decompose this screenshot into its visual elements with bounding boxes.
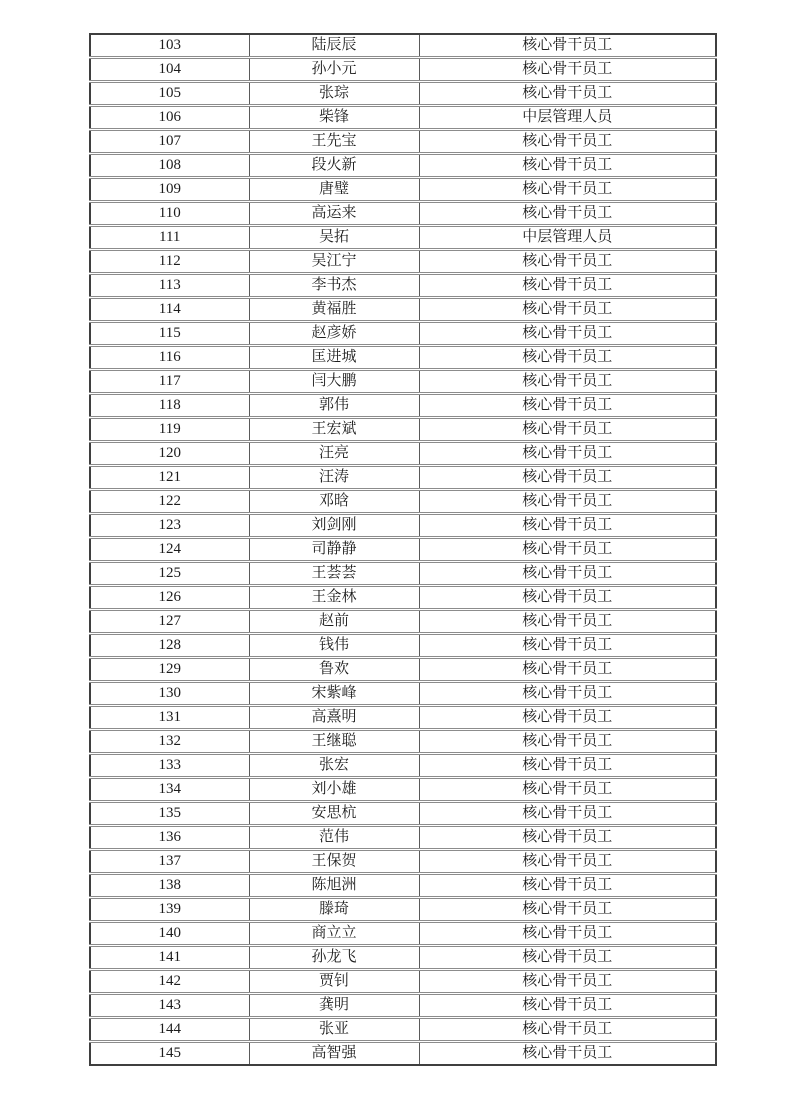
row-number-cell: 129 — [90, 658, 249, 682]
table-row — [90, 874, 716, 898]
name-cell: 司静静 — [249, 538, 419, 562]
table-row — [90, 586, 716, 610]
name-cell: 钱伟 — [249, 634, 419, 658]
name-cell: 柴锋 — [249, 106, 419, 130]
table-row — [90, 178, 716, 202]
category-cell: 核心骨干员工 — [419, 778, 716, 802]
category-cell: 核心骨干员工 — [419, 562, 716, 586]
name-cell: 王宏斌 — [249, 418, 419, 442]
table-row — [90, 514, 716, 538]
row-number-cell: 141 — [90, 946, 249, 970]
table-row — [90, 562, 716, 586]
row-number-cell: 142 — [90, 970, 249, 994]
category-cell: 核心骨干员工 — [419, 994, 716, 1018]
name-cell: 安思杭 — [249, 802, 419, 826]
row-number-cell: 144 — [90, 1018, 249, 1042]
category-cell: 核心骨干员工 — [419, 634, 716, 658]
name-cell: 汪亮 — [249, 442, 419, 466]
row-number-cell: 114 — [90, 298, 249, 322]
table-row — [90, 370, 716, 394]
name-cell: 陈旭洲 — [249, 874, 419, 898]
table-row — [90, 922, 716, 946]
name-cell: 王先宝 — [249, 130, 419, 154]
category-cell: 核心骨干员工 — [419, 154, 716, 178]
row-number-cell: 122 — [90, 490, 249, 514]
table-row — [90, 634, 716, 658]
category-cell: 核心骨干员工 — [419, 370, 716, 394]
table-row — [90, 970, 716, 994]
category-cell: 核心骨干员工 — [419, 394, 716, 418]
table-row — [90, 82, 716, 106]
name-cell: 张宏 — [249, 754, 419, 778]
name-cell: 宋紫峰 — [249, 682, 419, 706]
category-cell: 核心骨干员工 — [419, 706, 716, 730]
category-cell: 核心骨干员工 — [419, 322, 716, 346]
table-row — [90, 994, 716, 1018]
table-row — [90, 442, 716, 466]
category-cell: 核心骨干员工 — [419, 754, 716, 778]
category-cell: 核心骨干员工 — [419, 466, 716, 490]
name-cell: 鲁欢 — [249, 658, 419, 682]
table-row — [90, 34, 716, 58]
name-cell: 匡进城 — [249, 346, 419, 370]
category-cell: 核心骨干员工 — [419, 442, 716, 466]
row-number-cell: 113 — [90, 274, 249, 298]
category-cell: 核心骨干员工 — [419, 682, 716, 706]
name-cell: 王继聪 — [249, 730, 419, 754]
row-number-cell: 104 — [90, 58, 249, 82]
name-cell: 龚明 — [249, 994, 419, 1018]
table-row — [90, 658, 716, 682]
table-row — [90, 610, 716, 634]
table-row — [90, 898, 716, 922]
name-cell: 黄福胜 — [249, 298, 419, 322]
row-number-cell: 111 — [90, 226, 249, 250]
name-cell: 王保贺 — [249, 850, 419, 874]
category-cell: 核心骨干员工 — [419, 850, 716, 874]
category-cell: 核心骨干员工 — [419, 538, 716, 562]
row-number-cell: 136 — [90, 826, 249, 850]
name-cell: 邓晗 — [249, 490, 419, 514]
category-cell: 核心骨干员工 — [419, 178, 716, 202]
category-cell: 核心骨干员工 — [419, 970, 716, 994]
row-number-cell: 121 — [90, 466, 249, 490]
name-cell: 张琮 — [249, 82, 419, 106]
category-cell: 核心骨干员工 — [419, 346, 716, 370]
name-cell: 张亚 — [249, 1018, 419, 1042]
row-number-cell: 135 — [90, 802, 249, 826]
row-number-cell: 112 — [90, 250, 249, 274]
category-cell: 核心骨干员工 — [419, 202, 716, 226]
table-row — [90, 754, 716, 778]
name-cell: 范伟 — [249, 826, 419, 850]
row-number-cell: 131 — [90, 706, 249, 730]
table-row — [90, 274, 716, 298]
category-cell: 核心骨干员工 — [419, 82, 716, 106]
row-number-cell: 103 — [90, 34, 249, 58]
category-cell: 核心骨干员工 — [419, 418, 716, 442]
table-row — [90, 946, 716, 970]
name-cell: 赵彦娇 — [249, 322, 419, 346]
table-row — [90, 1042, 716, 1066]
name-cell: 陆辰辰 — [249, 34, 419, 58]
category-cell: 核心骨干员工 — [419, 802, 716, 826]
personnel-table — [89, 33, 717, 1066]
row-number-cell: 137 — [90, 850, 249, 874]
name-cell: 孙龙飞 — [249, 946, 419, 970]
category-cell: 核心骨干员工 — [419, 898, 716, 922]
table-row — [90, 706, 716, 730]
row-number-cell: 127 — [90, 610, 249, 634]
row-number-cell: 123 — [90, 514, 249, 538]
name-cell: 唐璧 — [249, 178, 419, 202]
row-number-cell: 115 — [90, 322, 249, 346]
category-cell: 核心骨干员工 — [419, 1018, 716, 1042]
name-cell: 高熹明 — [249, 706, 419, 730]
name-cell: 郭伟 — [249, 394, 419, 418]
name-cell: 刘小雄 — [249, 778, 419, 802]
table-row — [90, 418, 716, 442]
category-cell: 核心骨干员工 — [419, 922, 716, 946]
row-number-cell: 128 — [90, 634, 249, 658]
table-row — [90, 250, 716, 274]
name-cell: 贾钊 — [249, 970, 419, 994]
table-row — [90, 850, 716, 874]
table-row — [90, 802, 716, 826]
category-cell: 核心骨干员工 — [419, 826, 716, 850]
table-row — [90, 1018, 716, 1042]
table-row — [90, 226, 716, 250]
name-cell: 孙小元 — [249, 58, 419, 82]
row-number-cell: 126 — [90, 586, 249, 610]
table-row — [90, 298, 716, 322]
table-row — [90, 490, 716, 514]
name-cell: 王金林 — [249, 586, 419, 610]
name-cell: 闫大鹏 — [249, 370, 419, 394]
table-row — [90, 346, 716, 370]
category-cell: 核心骨干员工 — [419, 130, 716, 154]
row-number-cell: 124 — [90, 538, 249, 562]
row-number-cell: 116 — [90, 346, 249, 370]
row-number-cell: 110 — [90, 202, 249, 226]
name-cell: 吴拓 — [249, 226, 419, 250]
table-row — [90, 154, 716, 178]
table-row — [90, 202, 716, 226]
table-row — [90, 394, 716, 418]
category-cell: 核心骨干员工 — [419, 34, 716, 58]
row-number-cell: 106 — [90, 106, 249, 130]
table-row — [90, 538, 716, 562]
row-number-cell: 132 — [90, 730, 249, 754]
category-cell: 核心骨干员工 — [419, 1042, 716, 1066]
table-body — [90, 34, 716, 1065]
row-number-cell: 134 — [90, 778, 249, 802]
name-cell: 商立立 — [249, 922, 419, 946]
table-row — [90, 58, 716, 82]
row-number-cell: 138 — [90, 874, 249, 898]
name-cell: 汪涛 — [249, 466, 419, 490]
table-row — [90, 778, 716, 802]
table-row — [90, 826, 716, 850]
name-cell: 高智强 — [249, 1042, 419, 1066]
category-cell: 核心骨干员工 — [419, 274, 716, 298]
category-cell: 中层管理人员 — [419, 106, 716, 130]
row-number-cell: 140 — [90, 922, 249, 946]
table-row — [90, 730, 716, 754]
table-row — [90, 106, 716, 130]
name-cell: 赵前 — [249, 610, 419, 634]
category-cell: 核心骨干员工 — [419, 874, 716, 898]
row-number-cell: 120 — [90, 442, 249, 466]
category-cell: 核心骨干员工 — [419, 298, 716, 322]
category-cell: 核心骨干员工 — [419, 490, 716, 514]
table-row — [90, 466, 716, 490]
row-number-cell: 130 — [90, 682, 249, 706]
category-cell: 核心骨干员工 — [419, 946, 716, 970]
name-cell: 滕琦 — [249, 898, 419, 922]
row-number-cell: 108 — [90, 154, 249, 178]
name-cell: 刘剑刚 — [249, 514, 419, 538]
category-cell: 核心骨干员工 — [419, 658, 716, 682]
row-number-cell: 143 — [90, 994, 249, 1018]
row-number-cell: 139 — [90, 898, 249, 922]
row-number-cell: 119 — [90, 418, 249, 442]
category-cell: 核心骨干员工 — [419, 610, 716, 634]
table-row — [90, 130, 716, 154]
table-row — [90, 682, 716, 706]
category-cell: 核心骨干员工 — [419, 730, 716, 754]
name-cell: 王荟荟 — [249, 562, 419, 586]
name-cell: 吴江宁 — [249, 250, 419, 274]
row-number-cell: 133 — [90, 754, 249, 778]
row-number-cell: 109 — [90, 178, 249, 202]
category-cell: 核心骨干员工 — [419, 58, 716, 82]
table-row — [90, 322, 716, 346]
name-cell: 高运来 — [249, 202, 419, 226]
row-number-cell: 105 — [90, 82, 249, 106]
row-number-cell: 145 — [158, 1045, 181, 1061]
row-number-cell: 118 — [90, 394, 249, 418]
category-cell: 核心骨干员工 — [419, 250, 716, 274]
name-cell: 李书杰 — [249, 274, 419, 298]
row-number-cell: 117 — [90, 370, 249, 394]
row-number-cell: 107 — [90, 130, 249, 154]
category-cell: 核心骨干员工 — [419, 586, 716, 610]
name-cell: 段火新 — [249, 154, 419, 178]
category-cell: 中层管理人员 — [419, 226, 716, 250]
category-cell: 核心骨干员工 — [419, 514, 716, 538]
row-number-cell: 125 — [90, 562, 249, 586]
